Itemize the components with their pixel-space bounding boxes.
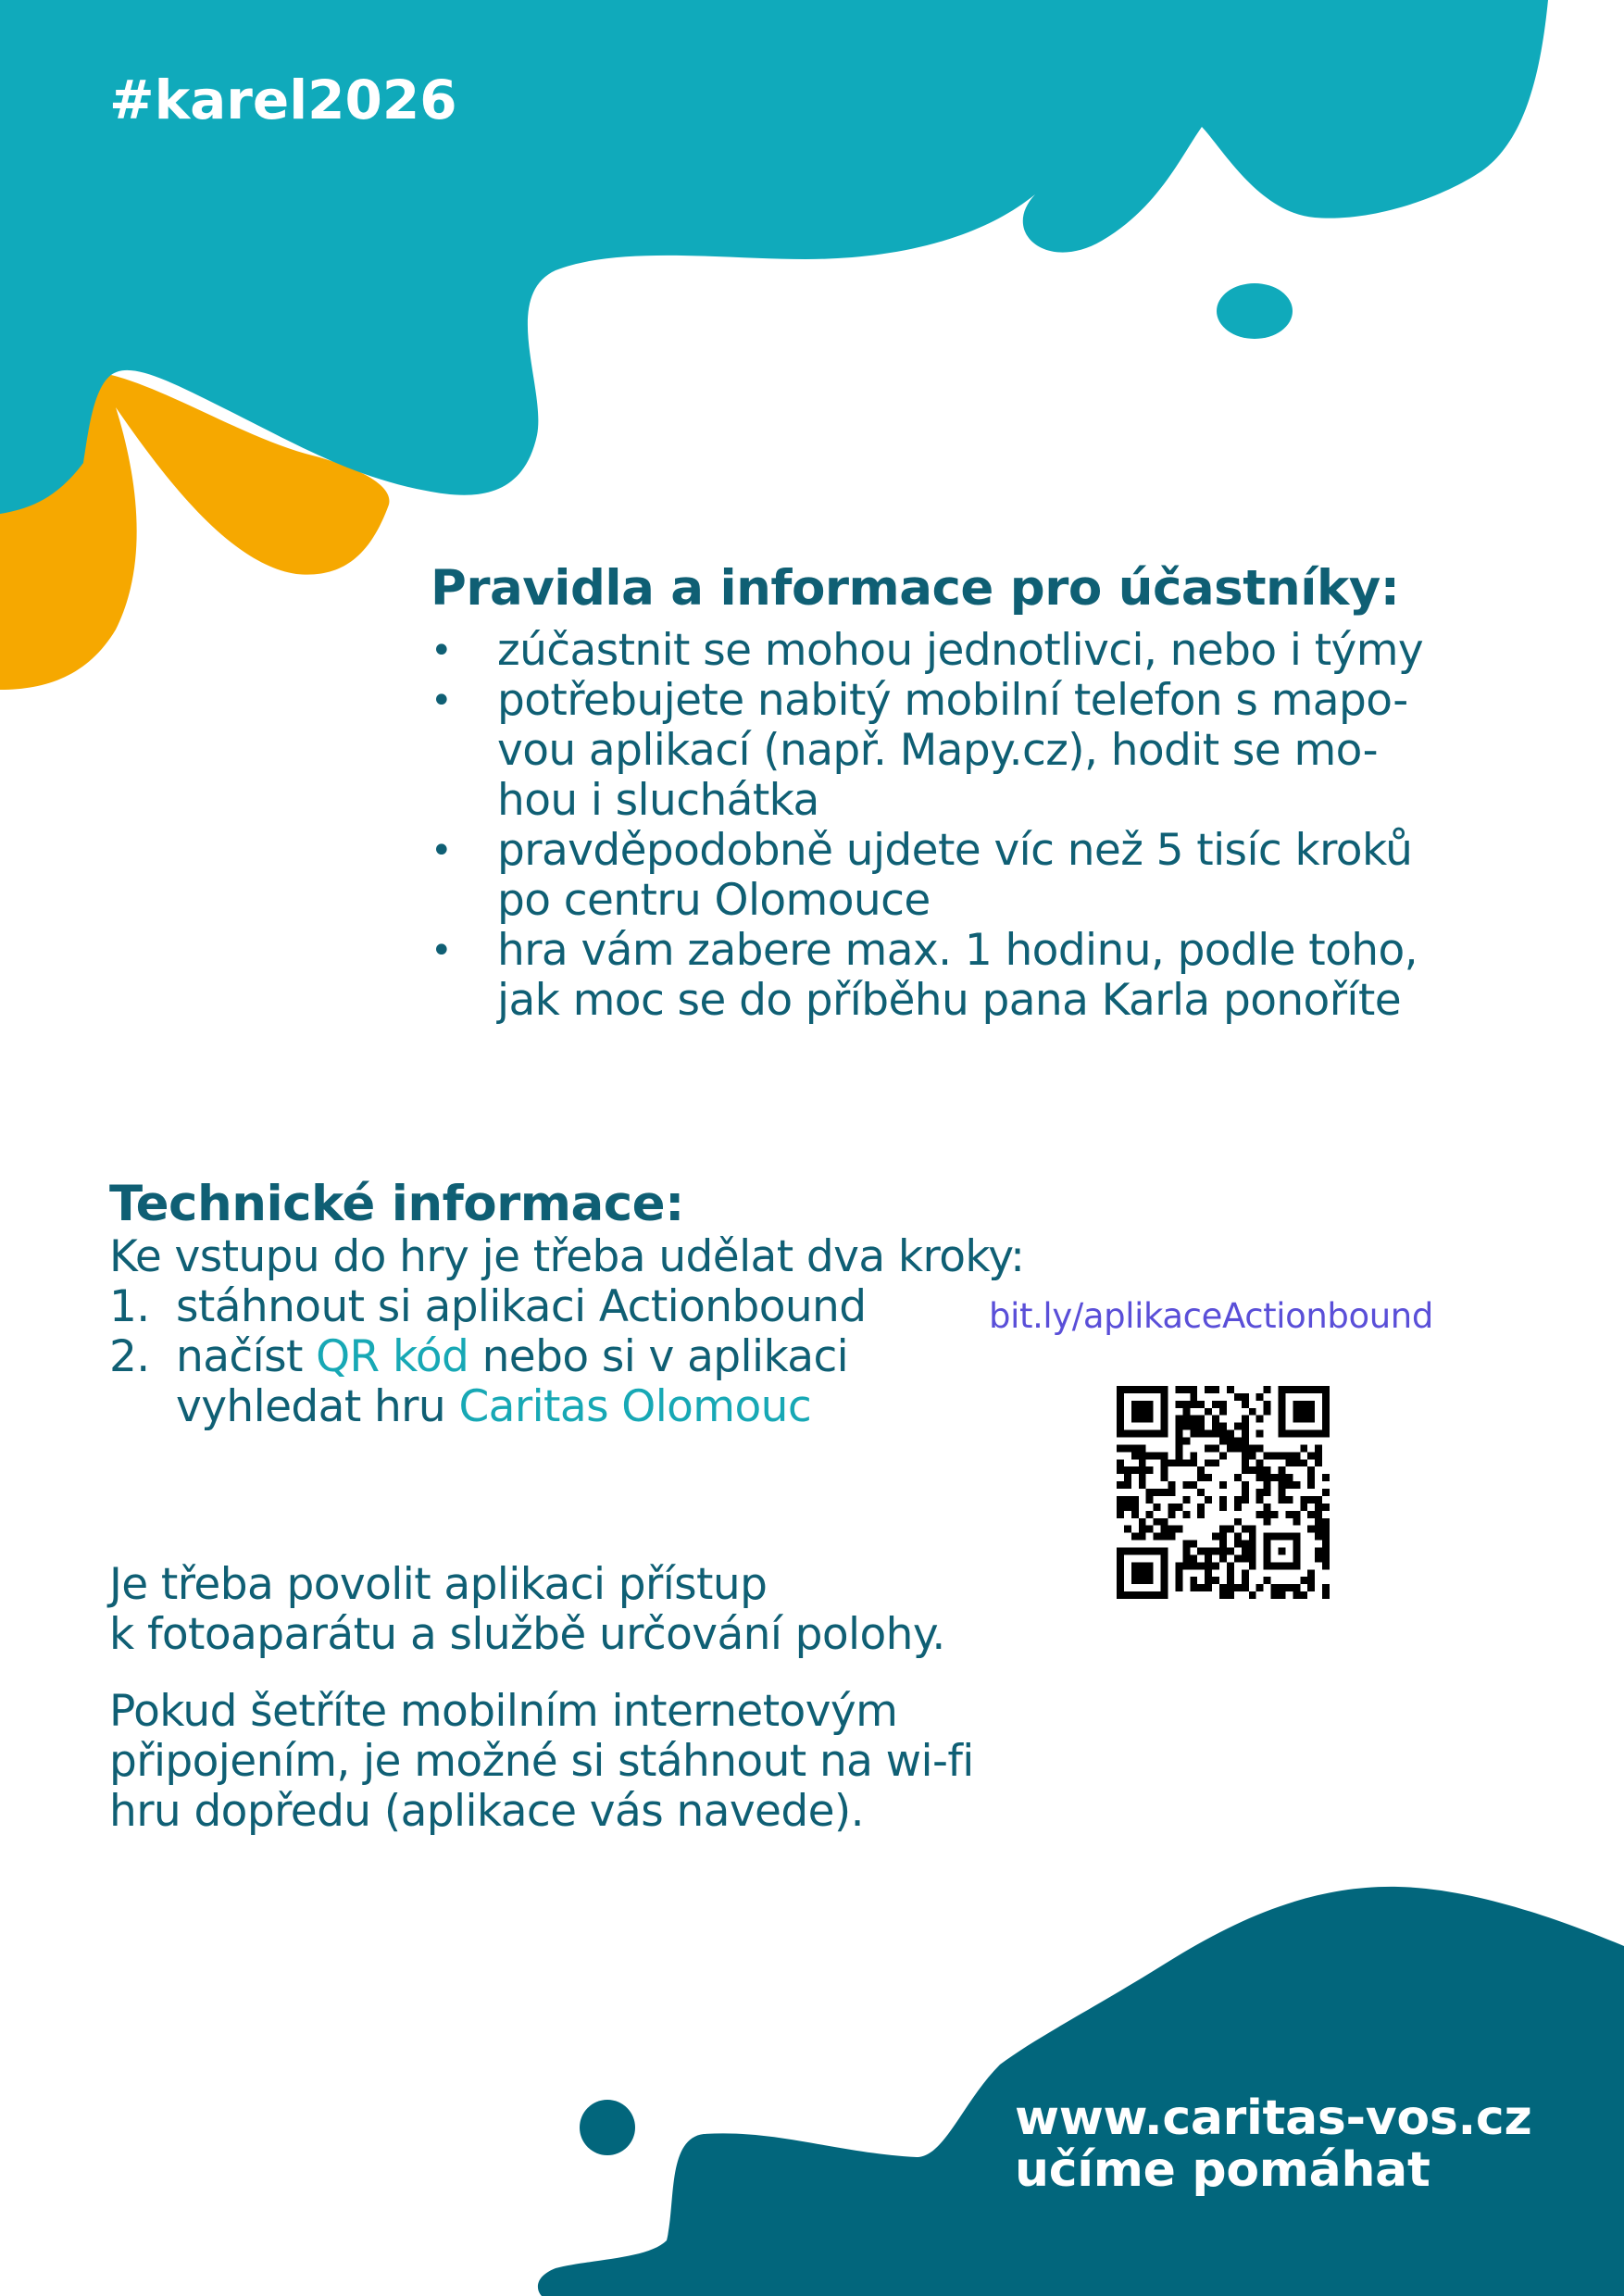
rules-title: Pravidla a informace pro účastníky:: [431, 560, 1400, 617]
qr-code-icon[interactable]: [1117, 1386, 1330, 1599]
list-item: [431, 626, 1579, 676]
list-item: [431, 676, 1579, 826]
step-item: [109, 1282, 1128, 1332]
paragraph-line: k fotoaparátu a službě určování polohy.: [109, 1609, 945, 1660]
paragraph-line: Je třeba povolit aplikaci přístup: [109, 1559, 768, 1610]
rules-list: [431, 626, 1579, 1026]
list-item-line: vou aplikací (např. Mapy.cz), hodit se mo-: [497, 725, 1379, 776]
step-text-pre: načíst: [176, 1331, 317, 1382]
paragraph-line: připojením, je možné si stáhnout na wi-fi: [109, 1736, 974, 1787]
qr-code-highlight: QR kód: [316, 1331, 469, 1382]
tech-intro: Ke vstupu do hry je třeba udělat dva kroky:: [109, 1231, 1025, 1282]
slogan: učíme pomáhat: [1015, 2142, 1430, 2198]
paragraph-line: hru dopředu (aplikace vás navede).: [109, 1786, 864, 1837]
list-item-line: hra vám zabere max. 1 hodinu, podle toho,: [497, 925, 1418, 976]
list-item: [431, 926, 1579, 1026]
list-item-line: jak moc se do příběhu pana Karla ponoříte: [497, 975, 1402, 1026]
rules-section: [431, 560, 1579, 1026]
list-item-line: pravděpodobně ujdete víc než 5 tisíc kroků: [497, 825, 1413, 876]
offline-paragraph: [109, 1687, 1128, 1837]
tech-title: Technické informace:: [109, 1176, 684, 1232]
list-item-line: potřebujete nabitý mobilní telefon s mapo-: [497, 675, 1408, 726]
game-name-highlight: Caritas Olomouc: [458, 1381, 812, 1432]
list-item-line: hou i sluchátka: [497, 775, 819, 826]
dark-teal-dot: [580, 2100, 635, 2155]
step-number: 2.: [109, 1331, 150, 1382]
app-download-link[interactable]: bit.ly/aplikaceActionbound: [989, 1296, 1433, 1336]
tech-section: [109, 1176, 1128, 1432]
step-text-line2: vyhledat hru: [176, 1381, 459, 1432]
teal-dot: [1217, 283, 1293, 339]
website-link[interactable]: www.caritas-vos.cz: [1015, 2090, 1532, 2146]
steps-list: [109, 1282, 1128, 1432]
hashtag: #karel2026: [109, 69, 457, 131]
paragraph-line: Pokud šetříte mobilním internetovým: [109, 1686, 898, 1737]
step-number: 1.: [109, 1281, 150, 1332]
list-item-line: po centru Olomouce: [497, 875, 931, 926]
permissions-paragraph: [109, 1560, 1128, 1660]
footer: [1015, 2092, 1531, 2196]
step-item: [109, 1332, 1128, 1432]
list-item: [431, 826, 1579, 926]
list-item-line: zúčastnit se mohou jednotlivci, nebo i týmy: [497, 625, 1424, 676]
step-text-mid: nebo si v aplikaci: [468, 1331, 849, 1382]
step-text: stáhnout si aplikaci Actionbound: [176, 1281, 867, 1332]
